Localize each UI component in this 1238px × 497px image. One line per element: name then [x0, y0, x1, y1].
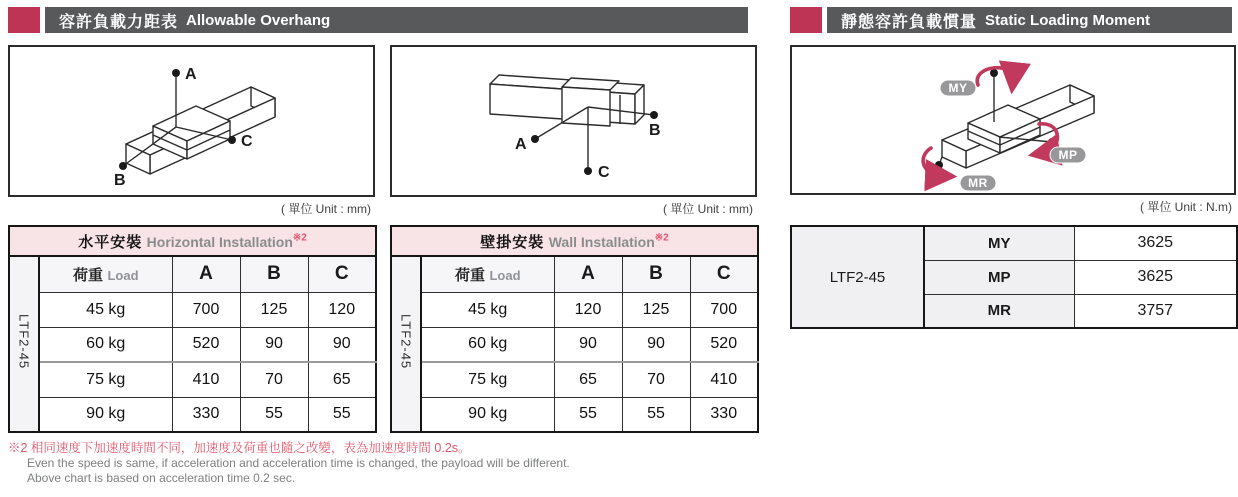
- model-cell: LTF2-45: [791, 226, 924, 328]
- c-cell: 410: [690, 362, 758, 397]
- point-a-dot: [172, 69, 180, 77]
- table-row: [9, 327, 376, 362]
- a-cell: 520: [172, 327, 240, 362]
- unit-label-nm: ( 單位 Unit : N.m): [1140, 200, 1232, 214]
- load-cell: 45 kg: [421, 292, 554, 327]
- banner-title-en: Wall Installation: [548, 233, 655, 250]
- c-cell: 520: [690, 327, 758, 362]
- c-cell: 330: [690, 397, 758, 432]
- rail-wall-drawing: [392, 47, 755, 195]
- overhang-title-en: Allowable Overhang: [186, 11, 331, 29]
- table-row: [791, 226, 1237, 260]
- footnote-en-line2: Above chart is based on acceleration time 0.2 sec.: [27, 471, 296, 485]
- moment-drawing: [792, 47, 1234, 193]
- b-cell: 125: [240, 292, 308, 327]
- b-cell: 125: [622, 292, 690, 327]
- col-header-load: 荷重 Load: [421, 256, 554, 292]
- moment-title-en: Static Loading Moment: [985, 11, 1151, 29]
- overhang-section-header: [8, 7, 748, 33]
- c-cell: 90: [308, 327, 376, 362]
- table-row: [391, 292, 758, 327]
- col-header-a: A: [172, 256, 240, 292]
- load-cell: 45 kg: [39, 292, 172, 327]
- mr-axis-dot: [935, 161, 943, 169]
- footnote-zh: ※2 相同速度下加速度時間不同，加速度及荷重也隨之改變，表為加速度時間 0.2s。: [8, 441, 471, 455]
- model-cell: LTF2-45: [391, 256, 421, 432]
- mp-pill-label: [1050, 147, 1086, 163]
- point-a-dot: [531, 135, 539, 143]
- overhang-title-zh: 容許負載力距表: [59, 13, 179, 31]
- table-banner: [391, 226, 758, 256]
- moment-label-mr: MR: [924, 294, 1074, 328]
- label-c: C: [241, 133, 253, 150]
- moment-label-mp: MP: [924, 260, 1074, 294]
- table-row: [391, 397, 758, 432]
- label-a: A: [515, 136, 527, 153]
- col-header-a: A: [554, 256, 622, 292]
- point-c-dot: [584, 167, 592, 175]
- moment-section-header: [790, 7, 1232, 33]
- b-cell: 70: [622, 362, 690, 397]
- col-header-b: B: [240, 256, 308, 292]
- label-a: A: [185, 66, 197, 83]
- load-cell: 75 kg: [39, 362, 172, 397]
- a-cell: 65: [554, 362, 622, 397]
- col-header-c: C: [308, 256, 376, 292]
- my-axis-dot: [990, 69, 998, 77]
- b-cell: 55: [240, 397, 308, 432]
- load-cell: 90 kg: [421, 397, 554, 432]
- b-cell: 70: [240, 362, 308, 397]
- horizontal-installation-table: [8, 225, 377, 433]
- model-cell: LTF2-45: [9, 256, 39, 432]
- c-cell: 120: [308, 292, 376, 327]
- load-cell: 60 kg: [421, 327, 554, 362]
- mr-pill-label: [960, 175, 996, 191]
- wall-installation-table: [390, 225, 759, 433]
- load-cell: 75 kg: [421, 362, 554, 397]
- accent-square-icon: [8, 7, 40, 33]
- c-cell: 65: [308, 362, 376, 397]
- moment-value-mp: 3625: [1074, 260, 1237, 294]
- wall-overhang-diagram: [390, 45, 757, 197]
- banner-title-zh: 水平安裝: [78, 233, 143, 251]
- moment-value-mr: 3757: [1074, 294, 1237, 328]
- horizontal-overhang-diagram: [8, 45, 375, 197]
- moment-diagram: [790, 45, 1236, 195]
- unit-label-mm: ( 單位 Unit : mm): [281, 202, 371, 216]
- point-b-dot: [119, 162, 127, 170]
- moment-label-my: MY: [924, 226, 1074, 260]
- label-b: B: [114, 172, 126, 189]
- a-cell: 410: [172, 362, 240, 397]
- b-cell: 90: [240, 327, 308, 362]
- footnote-en-line1: Even the speed is same, if acceleration and acceleration time is changed, the payload will be different.: [27, 456, 570, 470]
- banner-note: ※2: [654, 232, 669, 244]
- a-cell: 330: [172, 397, 240, 432]
- unit-label-mm: ( 單位 Unit : mm): [663, 202, 753, 216]
- static-moment-table: [790, 225, 1238, 329]
- moment-value-my: 3625: [1074, 226, 1237, 260]
- accent-square-icon: [790, 7, 822, 33]
- table-row: [9, 292, 376, 327]
- label-c: C: [598, 164, 610, 181]
- b-cell: 90: [622, 327, 690, 362]
- svg-text:MY: MY: [948, 81, 968, 95]
- footnote: [8, 440, 570, 486]
- moment-title-zh: 靜態容許負載慣量: [841, 13, 978, 31]
- svg-text:MR: MR: [968, 176, 988, 190]
- table-row: [391, 327, 758, 362]
- col-header-load: 荷重 Load: [39, 256, 172, 292]
- c-cell: 700: [690, 292, 758, 327]
- load-cell: 60 kg: [39, 327, 172, 362]
- point-c-dot: [228, 136, 236, 144]
- banner-title-en: Horizontal Installation: [146, 233, 293, 250]
- rail-isometric-drawing: [10, 47, 373, 195]
- b-cell: 55: [622, 397, 690, 432]
- c-cell: 55: [308, 397, 376, 432]
- table-row: [391, 362, 758, 397]
- banner-title-zh: 壁掛安裝: [480, 233, 545, 251]
- table-row: [9, 362, 376, 397]
- a-cell: 700: [172, 292, 240, 327]
- moment-header-bar: [827, 7, 1232, 33]
- label-b: B: [649, 122, 661, 139]
- svg-text:MP: MP: [1058, 148, 1078, 162]
- load-cell: 90 kg: [39, 397, 172, 432]
- banner-note: ※2: [292, 232, 307, 244]
- a-cell: 120: [554, 292, 622, 327]
- table-banner: [9, 226, 376, 256]
- a-cell: 90: [554, 327, 622, 362]
- table-row: [9, 397, 376, 432]
- my-pill-label: [940, 80, 976, 96]
- col-header-b: B: [622, 256, 690, 292]
- a-cell: 55: [554, 397, 622, 432]
- overhang-header-bar: [45, 7, 748, 33]
- col-header-c: C: [690, 256, 758, 292]
- point-b-dot: [650, 111, 658, 119]
